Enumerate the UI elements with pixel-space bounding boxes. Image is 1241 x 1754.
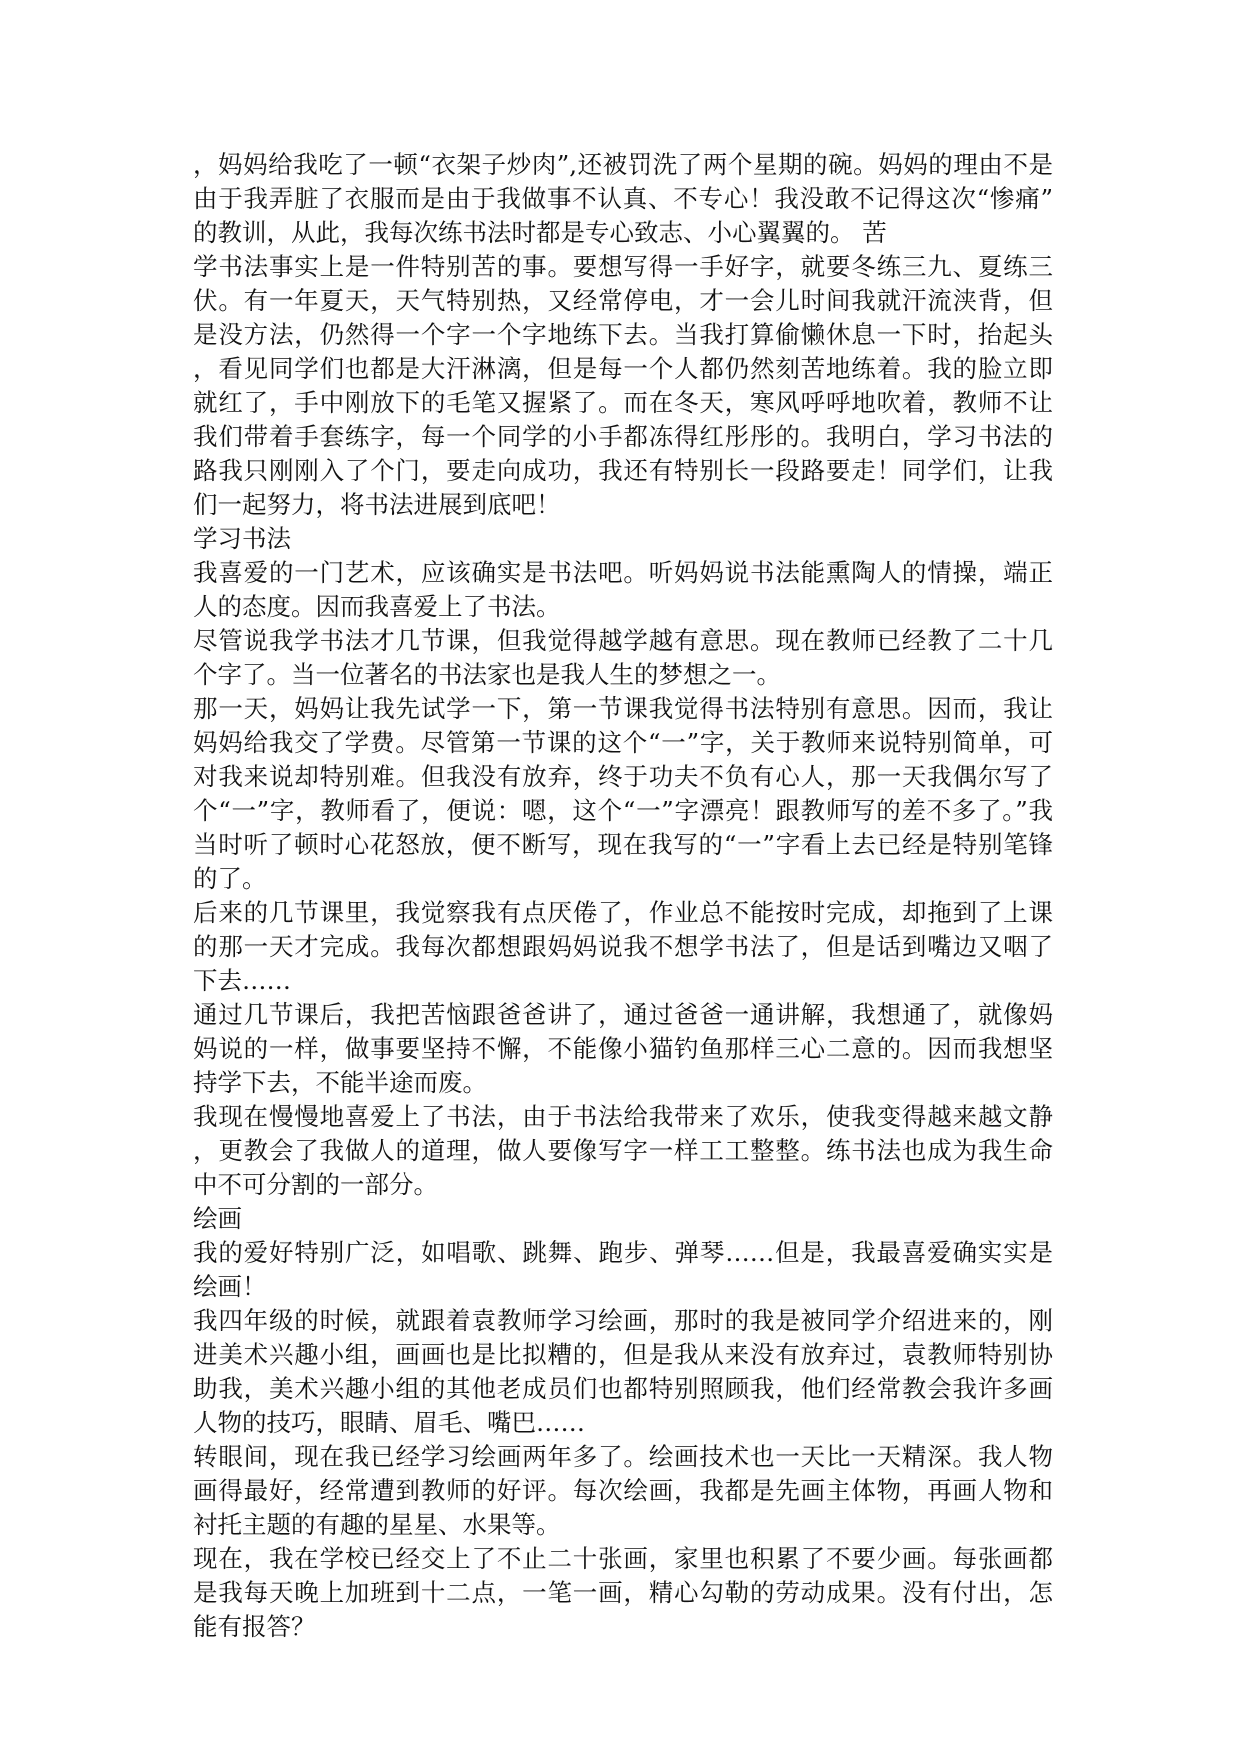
text-line: 助我，美术兴趣小组的其他老成员们也都特别照顾我，他们经常教会我许多画 bbox=[193, 1374, 1053, 1403]
text-line: 人物的技巧，眼睛、眉毛、嘴巴…… bbox=[193, 1408, 585, 1437]
text-line: 是没方法，仍然得一个字一个字地练下去。当我打算偷懒休息一下时，抬起头 bbox=[193, 320, 1053, 349]
text-line: 绘画！ bbox=[193, 1272, 267, 1301]
text-line: 妈妈给我交了学费。尽管第一节课的这个“一”字，关于教师来说特别简单，可 bbox=[193, 728, 1053, 757]
text-line: 持学下去，不能半途而废。 bbox=[193, 1068, 487, 1097]
text-line: 我喜爱的一门艺术，应该确实是书法吧。听妈妈说书法能熏陶人的情操，端正 bbox=[193, 558, 1053, 587]
text-line: ，妈妈给我吃了一顿“衣架子炒肉”,还被罚洗了两个星期的碗。妈妈的理由不是 bbox=[193, 150, 1053, 179]
text-line: 进美术兴趣小组，画画也是比拟糟的，但是我从来没有放弃过，袁教师特别协 bbox=[193, 1340, 1053, 1369]
text-line: 路我只刚刚入了个门，要走向成功，我还有特别长一段路要走！同学们，让我 bbox=[193, 456, 1053, 485]
text-line: ，看见同学们也都是大汗淋漓，但是每一个人都仍然刻苦地练着。我的脸立即 bbox=[193, 354, 1053, 383]
document-body bbox=[193, 148, 1053, 1644]
text-line: 个字了。当一位著名的书法家也是我人生的梦想之一。 bbox=[193, 660, 781, 689]
text-line: 的那一天才完成。我每次都想跟妈妈说我不想学书法了，但是话到嘴边又咽了 bbox=[193, 932, 1053, 961]
text-line: 我现在慢慢地喜爱上了书法，由于书法给我带来了欢乐，使我变得越来越文静 bbox=[193, 1102, 1053, 1131]
text-line: 通过几节课后，我把苦恼跟爸爸讲了，通过爸爸一通讲解，我想通了，就像妈 bbox=[193, 1000, 1053, 1029]
text-line: 对我来说却特别难。但我没有放弃，终于功夫不负有心人，那一天我偶尔写了 bbox=[193, 762, 1053, 791]
text-line: 下去…… bbox=[193, 966, 291, 995]
text-line: 我的爱好特别广泛，如唱歌、跳舞、跑步、弹琴……但是，我最喜爱确实实是 bbox=[193, 1238, 1053, 1267]
text-line: 学习书法 bbox=[193, 524, 291, 553]
text-line: 由于我弄脏了衣服而是由于我做事不认真、不专心！我没敢不记得这次“惨痛” bbox=[193, 184, 1053, 213]
text-line: 衬托主题的有趣的星星、水果等。 bbox=[193, 1510, 561, 1539]
text-line: 伏。有一年夏天，天气特别热，又经常停电，才一会儿时间我就汗流浃背，但 bbox=[193, 286, 1053, 315]
text-line: 的了。 bbox=[193, 864, 267, 893]
text-line: 中不可分割的一部分。 bbox=[193, 1170, 438, 1199]
text-line: 学书法事实上是一件特别苦的事。要想写得一手好字，就要冬练三九、夏练三 bbox=[193, 252, 1053, 281]
text-line: 转眼间，现在我已经学习绘画两年多了。绘画技术也一天比一天精深。我人物 bbox=[193, 1442, 1053, 1471]
text-line: 的教训，从此，我每次练书法时都是专心致志、小心翼翼的。 苦 bbox=[193, 218, 887, 247]
text-line: 现在，我在学校已经交上了不止二十张画，家里也积累了不要少画。每张画都 bbox=[193, 1544, 1053, 1573]
text-line: ，更教会了我做人的道理，做人要像写字一样工工整整。练书法也成为我生命 bbox=[193, 1136, 1053, 1165]
text-line: 能有报答？ bbox=[193, 1612, 316, 1641]
text-line: 当时听了顿时心花怒放，便不断写，现在我写的“一”字看上去已经是特别笔锋 bbox=[193, 830, 1053, 859]
text-line: 后来的几节课里，我觉察我有点厌倦了，作业总不能按时完成，却拖到了上课 bbox=[193, 898, 1053, 927]
text-line: 画得最好，经常遭到教师的好评。每次绘画，我都是先画主体物，再画人物和 bbox=[193, 1476, 1053, 1505]
text-line: 就红了，手中刚放下的毛笔又握紧了。而在冬天，寒风呼呼地吹着，教师不让 bbox=[193, 388, 1053, 417]
text-line: 绘画 bbox=[193, 1204, 242, 1233]
text-line: 妈说的一样，做事要坚持不懈，不能像小猫钓鱼那样三心二意的。因而我想坚 bbox=[193, 1034, 1053, 1063]
text-line: 人的态度。因而我喜爱上了书法。 bbox=[193, 592, 561, 621]
text-line: 们一起努力，将书法进展到底吧！ bbox=[193, 490, 561, 519]
text-line: 我四年级的时候，就跟着袁教师学习绘画，那时的我是被同学介绍进来的，刚 bbox=[193, 1306, 1053, 1335]
text-line: 是我每天晚上加班到十二点，一笔一画，精心勾勒的劳动成果。没有付出，怎 bbox=[193, 1578, 1053, 1607]
text-line: 个“一”字，教师看了，便说：嗯，这个“一”字漂亮！跟教师写的差不多了。”我 bbox=[193, 796, 1053, 825]
text-line: 我们带着手套练字，每一个同学的小手都冻得红彤彤的。我明白，学习书法的 bbox=[193, 422, 1053, 451]
text-line: 尽管说我学书法才几节课，但我觉得越学越有意思。现在教师已经教了二十几 bbox=[193, 626, 1053, 655]
text-line: 那一天，妈妈让我先试学一下，第一节课我觉得书法特别有意思。因而，我让 bbox=[193, 694, 1053, 723]
